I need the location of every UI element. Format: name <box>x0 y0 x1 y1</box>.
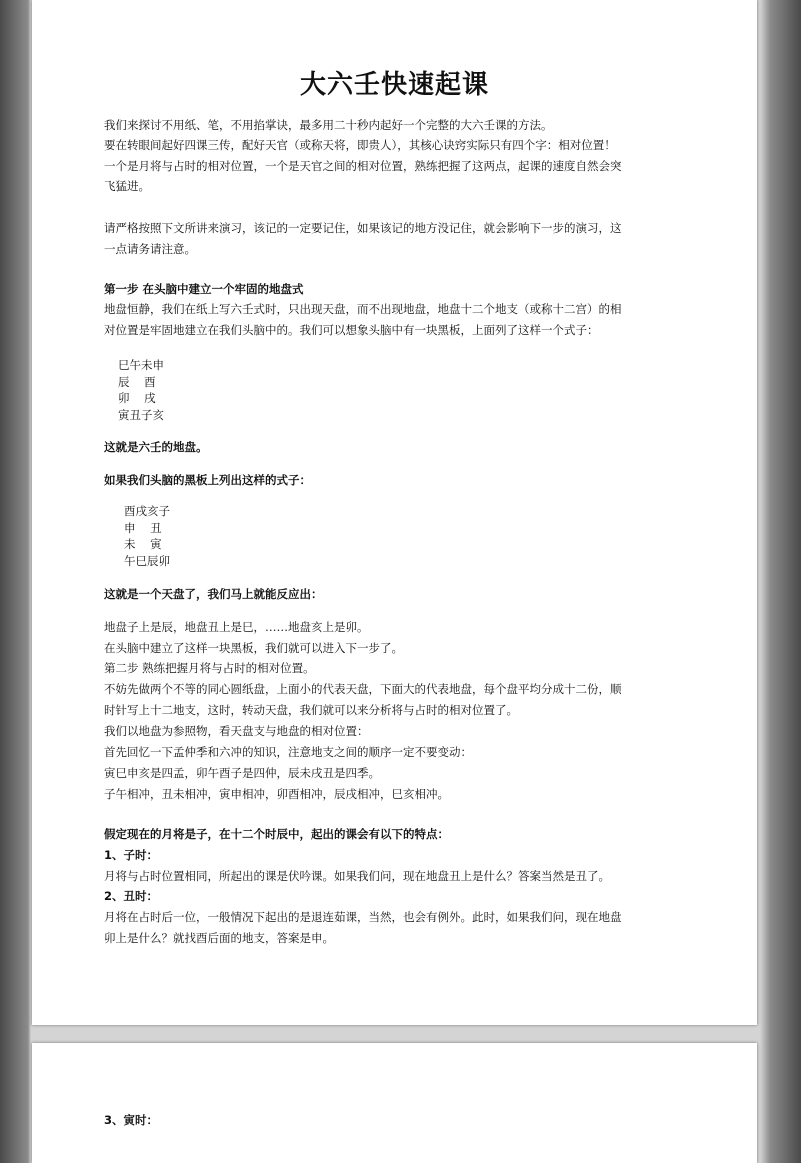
heaven-chart-row-2: 申 丑 <box>124 520 162 535</box>
earth-plate-label: 这就是六壬的地盘。 <box>104 440 208 454</box>
body-line-3: 第二步 熟练把握月将与占时的相对位置。 <box>104 661 315 675</box>
body-line-4: 不妨先做两个不等的同心圆纸盘，上面小的代表天盘，下面大的代表地盘，每个盘平均分成十二份，顺 <box>104 682 622 696</box>
body-line-8: 寅巳申亥是四孟，卯午酉子是四仲，辰未戌丑是四季。 <box>104 766 380 780</box>
document-page-2 <box>32 1043 757 1163</box>
heaven-chart-row-3: 未 寅 <box>124 537 162 551</box>
step1-heading: 第一步 在头脑中建立一个牢固的地盘式 <box>104 282 304 296</box>
intro-line-2: 要在转眼间起好四课三传，配好天官（或称天将，即贵人），其核心诀窍实际只有四个字：相对位置！ <box>104 138 616 152</box>
intro-line-1: 我们来探讨不用纸、笔，不用掐掌诀，最多用二十秒内起好一个完整的大六壬课的方法。 <box>104 118 553 132</box>
assume-heading: 假定现在的月将是子，在十二个时辰中，起出的课会有以下的特点： <box>104 827 449 841</box>
earth-plate-chart <box>118 357 164 423</box>
body-line-5: 时针写上十二地支，这时，转动天盘，我们就可以来分析将与占时的相对位置了。 <box>104 703 518 717</box>
item1-body: 月将与占时位置相同，所起出的课是伏吟课。如果我们问，现在地盘丑上是什么？答案当然是丑了。 <box>104 869 610 883</box>
earth-chart-row-3: 卯 戌 <box>118 391 156 405</box>
notice-line-1: 请严格按照下文所讲来演习，该记的一定要记住，如果该记的地方没记住，就会影响下一步的演习，这 <box>104 221 622 235</box>
intro-line-3: 一个是月将与占时的相对位置，一个是天官之间的相对位置，熟练把握了这两点，起课的速度自然会突 <box>104 159 622 173</box>
step1-line-2: 对位置是牢固地建立在我们头脑中的。我们可以想象头脑中有一块黑板，上面列了这样一个式子： <box>104 323 599 337</box>
notice-line-2: 一点请务请注意。 <box>104 242 196 256</box>
earth-chart-row-2: 辰 酉 <box>118 374 156 389</box>
body-line-7: 首先回忆一下孟仲季和六冲的知识，注意地支之间的顺序一定不要变动： <box>104 745 472 759</box>
heaven-chart-row-4: 午巳辰卯 <box>124 553 170 568</box>
item1-heading: 1、子时： <box>104 848 159 862</box>
heaven-chart-row-1: 酉戌亥子 <box>124 504 170 518</box>
body-line-6: 我们以地盘为参照物，看天盘支与地盘的相对位置： <box>104 724 369 738</box>
earth-chart-row-1: 巳午未申 <box>118 358 164 372</box>
body-line-2: 在头脑中建立了这样一块黑板，我们就可以进入下一步了。 <box>104 641 403 655</box>
item2-body-line-2: 卯上是什么？就找酉后面的地支，答案是申。 <box>104 931 334 945</box>
page-title: 大六壬快速起课 <box>299 70 489 100</box>
heaven-intro: 如果我们头脑的黑板上列出这样的式子： <box>104 473 311 487</box>
item2-heading: 2、丑时： <box>104 889 159 903</box>
earth-chart-row-4: 寅丑子亥 <box>118 407 164 422</box>
step1-line-1: 地盘恒静，我们在纸上写六壬式时，只出现天盘，而不出现地盘，地盘十二个地支（或称十二宫）的相 <box>104 302 622 316</box>
heaven-plate-label: 这就是一个天盘了，我们马上就能反应出： <box>104 587 323 601</box>
body-line-1: 地盘子上是辰，地盘丑上是巳，……地盘亥上是卯。 <box>104 620 369 634</box>
item2-body-line-1: 月将在占时后一位，一般情况下起出的是退连茹课，当然，也会有例外。此时，如果我们问，现在地盘 <box>104 910 622 924</box>
item3-heading: 3、寅时： <box>104 1113 159 1127</box>
body-line-9: 子午相冲，丑未相冲，寅申相冲，卯酉相冲，辰戌相冲，巳亥相冲。 <box>104 787 449 801</box>
document-page-1 <box>32 0 757 1025</box>
intro-line-4: 飞猛进。 <box>104 179 150 193</box>
heaven-plate-chart <box>124 503 170 569</box>
